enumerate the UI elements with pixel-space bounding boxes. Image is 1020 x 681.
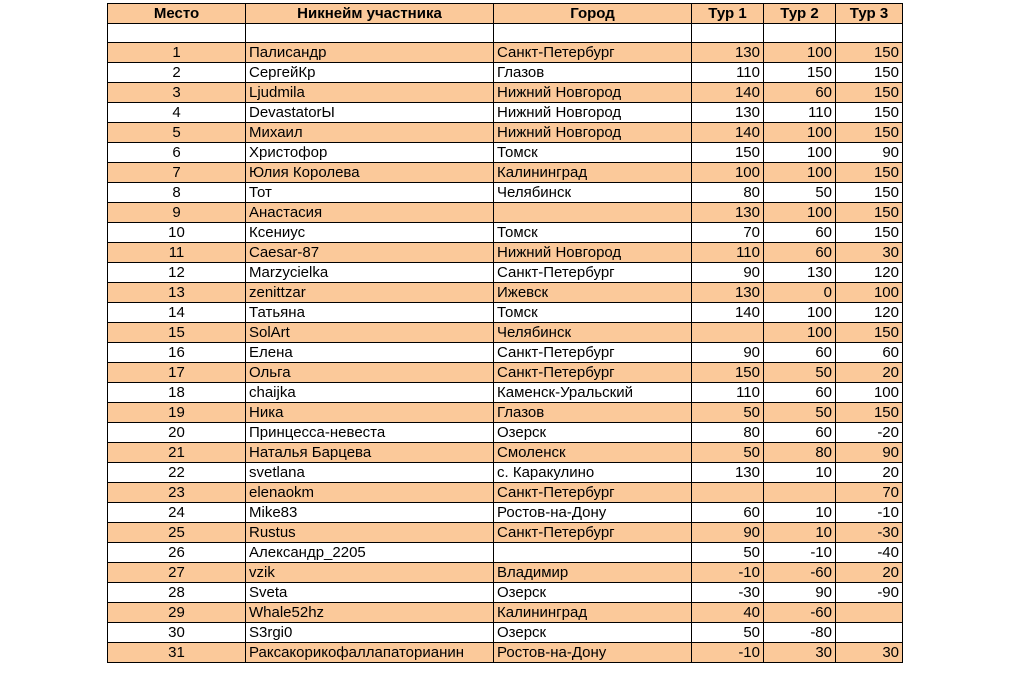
- round1-cell[interactable]: 90: [692, 263, 764, 283]
- round2-cell[interactable]: 60: [764, 383, 836, 403]
- round3-cell[interactable]: 120: [836, 303, 903, 323]
- round3-cell[interactable]: 150: [836, 403, 903, 423]
- round2-cell[interactable]: [764, 483, 836, 503]
- round1-cell[interactable]: -30: [692, 583, 764, 603]
- nickname-cell[interactable]: Раксакорикофаллапаторианин: [246, 643, 494, 663]
- city-cell[interactable]: Калининград: [494, 603, 692, 623]
- place-cell[interactable]: 31: [108, 643, 246, 663]
- city-cell[interactable]: Томск: [494, 143, 692, 163]
- round2-cell[interactable]: 0: [764, 283, 836, 303]
- header-round2[interactable]: Тур 2: [764, 4, 836, 24]
- round3-cell[interactable]: [836, 603, 903, 623]
- table-row: [108, 43, 903, 63]
- round3-cell[interactable]: 150: [836, 123, 903, 143]
- place-cell[interactable]: 18: [108, 383, 246, 403]
- place-cell[interactable]: 27: [108, 563, 246, 583]
- round3-cell[interactable]: -20: [836, 423, 903, 443]
- nickname-cell[interactable]: Ljudmila: [246, 83, 494, 103]
- place-cell[interactable]: 30: [108, 623, 246, 643]
- city-cell[interactable]: Санкт-Петербург: [494, 43, 692, 63]
- round3-cell[interactable]: 30: [836, 243, 903, 263]
- table-row: [108, 283, 903, 303]
- round3-cell[interactable]: 120: [836, 263, 903, 283]
- round2-cell[interactable]: -80: [764, 623, 836, 643]
- city-cell[interactable]: [494, 543, 692, 563]
- city-cell[interactable]: Ижевск: [494, 283, 692, 303]
- round2-cell[interactable]: 60: [764, 243, 836, 263]
- round2-cell[interactable]: 10: [764, 463, 836, 483]
- round2-cell[interactable]: 100: [764, 323, 836, 343]
- nickname-cell[interactable]: Ксениус: [246, 223, 494, 243]
- city-cell[interactable]: Санкт-Петербург: [494, 343, 692, 363]
- city-cell[interactable]: Санкт-Петербург: [494, 363, 692, 383]
- round1-cell[interactable]: 130: [692, 43, 764, 63]
- table-row: [108, 223, 903, 243]
- round1-cell[interactable]: [692, 323, 764, 343]
- place-cell[interactable]: 23: [108, 483, 246, 503]
- nickname-cell[interactable]: svetlana: [246, 463, 494, 483]
- round3-cell[interactable]: 100: [836, 283, 903, 303]
- nickname-cell[interactable]: Елена: [246, 343, 494, 363]
- blank-cell[interactable]: [246, 24, 494, 43]
- round3-cell[interactable]: 70: [836, 483, 903, 503]
- place-cell[interactable]: 12: [108, 263, 246, 283]
- round3-cell[interactable]: [836, 623, 903, 643]
- round1-cell[interactable]: 130: [692, 203, 764, 223]
- nickname-cell[interactable]: Анастасия: [246, 203, 494, 223]
- header-nickname[interactable]: Никнейм участника: [246, 4, 494, 24]
- place-cell[interactable]: 2: [108, 63, 246, 83]
- round3-cell[interactable]: 150: [836, 163, 903, 183]
- city-cell[interactable]: Озерск: [494, 623, 692, 643]
- nickname-cell[interactable]: Mike83: [246, 503, 494, 523]
- nickname-cell[interactable]: Marzycielka: [246, 263, 494, 283]
- place-cell[interactable]: 10: [108, 223, 246, 243]
- table-row: [108, 183, 903, 203]
- nickname-cell[interactable]: Наталья Барцева: [246, 443, 494, 463]
- round3-cell[interactable]: 150: [836, 183, 903, 203]
- round1-cell[interactable]: 90: [692, 523, 764, 543]
- round3-cell[interactable]: 150: [836, 223, 903, 243]
- city-cell[interactable]: [494, 203, 692, 223]
- city-cell[interactable]: Озерск: [494, 423, 692, 443]
- place-cell[interactable]: 8: [108, 183, 246, 203]
- place-cell[interactable]: 26: [108, 543, 246, 563]
- place-cell[interactable]: 5: [108, 123, 246, 143]
- round1-cell[interactable]: 50: [692, 403, 764, 423]
- round1-cell[interactable]: 40: [692, 603, 764, 623]
- table-row: [108, 643, 903, 663]
- round1-cell[interactable]: 60: [692, 503, 764, 523]
- table-row: [108, 423, 903, 443]
- round1-cell[interactable]: 110: [692, 243, 764, 263]
- city-cell[interactable]: Каменск-Уральский: [494, 383, 692, 403]
- city-cell[interactable]: Глазов: [494, 63, 692, 83]
- results-table: [107, 3, 903, 663]
- blank-cell[interactable]: [108, 24, 246, 43]
- nickname-cell[interactable]: chaijka: [246, 383, 494, 403]
- round2-cell[interactable]: 60: [764, 223, 836, 243]
- round1-cell[interactable]: 50: [692, 543, 764, 563]
- round1-cell[interactable]: -10: [692, 643, 764, 663]
- header-place[interactable]: Место: [108, 4, 246, 24]
- round3-cell[interactable]: 90: [836, 443, 903, 463]
- nickname-cell[interactable]: Ника: [246, 403, 494, 423]
- table-row: [108, 623, 903, 643]
- table-row: [108, 443, 903, 463]
- blank-cell[interactable]: [836, 24, 903, 43]
- header-city[interactable]: Город: [494, 4, 692, 24]
- table-body: [108, 43, 903, 663]
- place-cell[interactable]: 16: [108, 343, 246, 363]
- place-cell[interactable]: 20: [108, 423, 246, 443]
- round2-cell[interactable]: 150: [764, 63, 836, 83]
- table-row: [108, 363, 903, 383]
- nickname-cell[interactable]: Sveta: [246, 583, 494, 603]
- city-cell[interactable]: Ростов-на-Дону: [494, 503, 692, 523]
- round3-cell[interactable]: 150: [836, 83, 903, 103]
- place-cell[interactable]: 24: [108, 503, 246, 523]
- round3-cell[interactable]: -90: [836, 583, 903, 603]
- table-row: [108, 343, 903, 363]
- nickname-cell[interactable]: СергейКр: [246, 63, 494, 83]
- header-round3[interactable]: Тур 3: [836, 4, 903, 24]
- city-cell[interactable]: Санкт-Петербург: [494, 483, 692, 503]
- table-row: [108, 563, 903, 583]
- nickname-cell[interactable]: Whale52hz: [246, 603, 494, 623]
- place-cell[interactable]: 4: [108, 103, 246, 123]
- nickname-cell[interactable]: zenittzar: [246, 283, 494, 303]
- city-cell[interactable]: Нижний Новгород: [494, 103, 692, 123]
- city-cell[interactable]: Челябинск: [494, 183, 692, 203]
- round1-cell[interactable]: 130: [692, 283, 764, 303]
- place-cell[interactable]: 21: [108, 443, 246, 463]
- place-cell[interactable]: 11: [108, 243, 246, 263]
- round3-cell[interactable]: 60: [836, 343, 903, 363]
- round2-cell[interactable]: 130: [764, 263, 836, 283]
- table-row: [108, 583, 903, 603]
- nickname-cell[interactable]: S3rgi0: [246, 623, 494, 643]
- round1-cell[interactable]: 100: [692, 163, 764, 183]
- place-cell[interactable]: 29: [108, 603, 246, 623]
- nickname-cell[interactable]: Rustus: [246, 523, 494, 543]
- nickname-cell[interactable]: Тот: [246, 183, 494, 203]
- nickname-cell[interactable]: Палисандр: [246, 43, 494, 63]
- nickname-cell[interactable]: Александр_2205: [246, 543, 494, 563]
- round2-cell[interactable]: 10: [764, 503, 836, 523]
- table-row: [108, 123, 903, 143]
- city-cell[interactable]: Нижний Новгород: [494, 83, 692, 103]
- city-cell[interactable]: Ростов-на-Дону: [494, 643, 692, 663]
- round3-cell[interactable]: 20: [836, 363, 903, 383]
- nickname-cell[interactable]: Михаил: [246, 123, 494, 143]
- round1-cell[interactable]: 150: [692, 143, 764, 163]
- place-cell[interactable]: 15: [108, 323, 246, 343]
- city-cell[interactable]: Томск: [494, 303, 692, 323]
- table-row: [108, 603, 903, 623]
- place-cell[interactable]: 28: [108, 583, 246, 603]
- place-cell[interactable]: 13: [108, 283, 246, 303]
- round3-cell[interactable]: 30: [836, 643, 903, 663]
- nickname-cell[interactable]: SolArt: [246, 323, 494, 343]
- round2-cell[interactable]: 50: [764, 403, 836, 423]
- place-cell[interactable]: 1: [108, 43, 246, 63]
- nickname-cell[interactable]: Христофор: [246, 143, 494, 163]
- table-row: [108, 163, 903, 183]
- round3-cell[interactable]: 20: [836, 463, 903, 483]
- round2-cell[interactable]: -60: [764, 563, 836, 583]
- table-row: [108, 203, 903, 223]
- nickname-cell[interactable]: Ольга: [246, 363, 494, 383]
- round2-cell[interactable]: 80: [764, 443, 836, 463]
- round3-cell[interactable]: -30: [836, 523, 903, 543]
- table-row: [108, 543, 903, 563]
- header-row: [108, 4, 903, 24]
- city-cell[interactable]: Владимир: [494, 563, 692, 583]
- city-cell[interactable]: Нижний Новгород: [494, 243, 692, 263]
- round2-cell[interactable]: 100: [764, 123, 836, 143]
- nickname-cell[interactable]: vzik: [246, 563, 494, 583]
- round3-cell[interactable]: 150: [836, 203, 903, 223]
- city-cell[interactable]: Челябинск: [494, 323, 692, 343]
- round2-cell[interactable]: 100: [764, 303, 836, 323]
- round2-cell[interactable]: 100: [764, 163, 836, 183]
- round1-cell[interactable]: 50: [692, 443, 764, 463]
- table-row: [108, 483, 903, 503]
- round1-cell[interactable]: 70: [692, 223, 764, 243]
- table-row: [108, 263, 903, 283]
- round2-cell[interactable]: 110: [764, 103, 836, 123]
- place-cell[interactable]: 14: [108, 303, 246, 323]
- round3-cell[interactable]: -10: [836, 503, 903, 523]
- table-row: [108, 383, 903, 403]
- place-cell[interactable]: 22: [108, 463, 246, 483]
- round2-cell[interactable]: 60: [764, 83, 836, 103]
- round3-cell[interactable]: 150: [836, 63, 903, 83]
- round3-cell[interactable]: -40: [836, 543, 903, 563]
- place-cell[interactable]: 6: [108, 143, 246, 163]
- place-cell[interactable]: 3: [108, 83, 246, 103]
- nickname-cell[interactable]: elenaokm: [246, 483, 494, 503]
- city-cell[interactable]: Томск: [494, 223, 692, 243]
- round1-cell[interactable]: 110: [692, 63, 764, 83]
- round2-cell[interactable]: 100: [764, 203, 836, 223]
- city-cell[interactable]: Нижний Новгород: [494, 123, 692, 143]
- header-round1[interactable]: Тур 1: [692, 4, 764, 24]
- round2-cell[interactable]: 30: [764, 643, 836, 663]
- table-row: [108, 463, 903, 483]
- place-cell[interactable]: 19: [108, 403, 246, 423]
- nickname-cell[interactable]: Юлия Королева: [246, 163, 494, 183]
- round2-cell[interactable]: 90: [764, 583, 836, 603]
- round3-cell[interactable]: 90: [836, 143, 903, 163]
- city-cell[interactable]: Санкт-Петербург: [494, 523, 692, 543]
- round1-cell[interactable]: 50: [692, 623, 764, 643]
- place-cell[interactable]: 7: [108, 163, 246, 183]
- round2-cell[interactable]: -10: [764, 543, 836, 563]
- table-row: [108, 403, 903, 423]
- table-row: [108, 523, 903, 543]
- blank-cell[interactable]: [692, 24, 764, 43]
- round1-cell[interactable]: -10: [692, 563, 764, 583]
- nickname-cell[interactable]: Caesar-87: [246, 243, 494, 263]
- round2-cell[interactable]: 50: [764, 363, 836, 383]
- blank-cell[interactable]: [764, 24, 836, 43]
- table-row: [108, 83, 903, 103]
- blank-row: [108, 24, 903, 43]
- city-cell[interactable]: Калининград: [494, 163, 692, 183]
- blank-cell[interactable]: [494, 24, 692, 43]
- table-row: [108, 323, 903, 343]
- round2-cell[interactable]: 100: [764, 143, 836, 163]
- round2-cell[interactable]: 50: [764, 183, 836, 203]
- round2-cell[interactable]: 60: [764, 343, 836, 363]
- table-row: [108, 103, 903, 123]
- round1-cell[interactable]: 90: [692, 343, 764, 363]
- round2-cell[interactable]: 60: [764, 423, 836, 443]
- round3-cell[interactable]: 100: [836, 383, 903, 403]
- city-cell[interactable]: Озерск: [494, 583, 692, 603]
- round3-cell[interactable]: 20: [836, 563, 903, 583]
- city-cell[interactable]: Смоленск: [494, 443, 692, 463]
- round1-cell[interactable]: 140: [692, 303, 764, 323]
- round3-cell[interactable]: 150: [836, 103, 903, 123]
- table-row: [108, 243, 903, 263]
- round2-cell[interactable]: -60: [764, 603, 836, 623]
- city-cell[interactable]: Глазов: [494, 403, 692, 423]
- nickname-cell[interactable]: Принцесса-невеста: [246, 423, 494, 443]
- nickname-cell[interactable]: DevastatorЫ: [246, 103, 494, 123]
- round1-cell[interactable]: 80: [692, 183, 764, 203]
- round1-cell[interactable]: 150: [692, 363, 764, 383]
- round1-cell[interactable]: 140: [692, 123, 764, 143]
- table-row: [108, 143, 903, 163]
- city-cell[interactable]: Санкт-Петербург: [494, 263, 692, 283]
- round3-cell[interactable]: 150: [836, 43, 903, 63]
- round1-cell[interactable]: 130: [692, 103, 764, 123]
- round1-cell[interactable]: 80: [692, 423, 764, 443]
- place-cell[interactable]: 17: [108, 363, 246, 383]
- round1-cell[interactable]: [692, 483, 764, 503]
- place-cell[interactable]: 9: [108, 203, 246, 223]
- round1-cell[interactable]: 140: [692, 83, 764, 103]
- round1-cell[interactable]: 130: [692, 463, 764, 483]
- table-row: [108, 303, 903, 323]
- city-cell[interactable]: с. Каракулино: [494, 463, 692, 483]
- round2-cell[interactable]: 100: [764, 43, 836, 63]
- place-cell[interactable]: 25: [108, 523, 246, 543]
- round3-cell[interactable]: 150: [836, 323, 903, 343]
- nickname-cell[interactable]: Татьяна: [246, 303, 494, 323]
- round2-cell[interactable]: 10: [764, 523, 836, 543]
- table-row: [108, 503, 903, 523]
- table-row: [108, 63, 903, 83]
- round1-cell[interactable]: 110: [692, 383, 764, 403]
